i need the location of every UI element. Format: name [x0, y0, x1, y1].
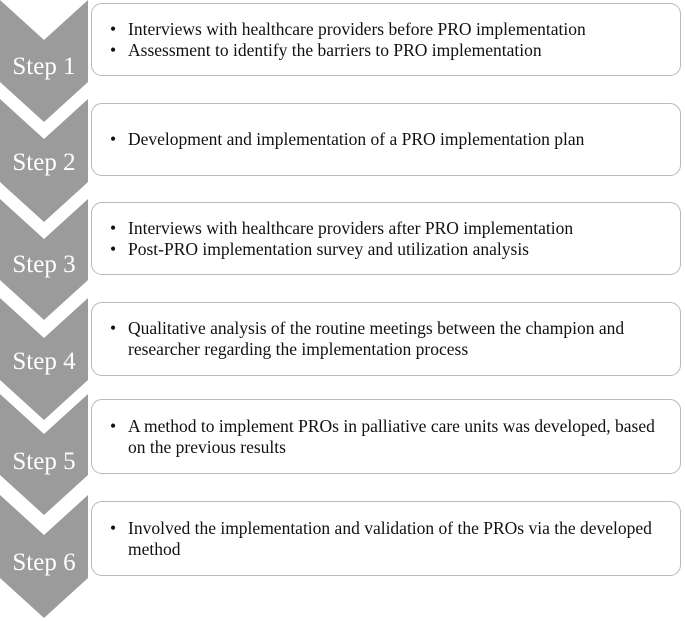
- step-5-box: [91, 399, 681, 474]
- step-6-box: [91, 501, 681, 576]
- step-6-bullet: • Involved the implementation and validation of the PROs via the developed method: [110, 518, 670, 560]
- step-6-label: Step 6: [12, 549, 76, 576]
- step-2-bullet: • Development and implementation of a PRO implementation plan: [110, 129, 670, 150]
- step-4-box: [91, 302, 681, 376]
- step-5-bullet: • A method to implement PROs in palliative care units was developed, based on the previous results: [110, 416, 670, 458]
- step-1-bullet: • Interviews with healthcare providers before PRO implementation: [110, 19, 670, 40]
- step-3-box: [91, 202, 681, 275]
- step-3-bullet: • Post-PRO implementation survey and utilization analysis: [110, 239, 670, 260]
- step-3-bullet: • Interviews with healthcare providers after PRO implementation: [110, 218, 670, 239]
- step-2-box: [91, 103, 681, 176]
- step-1-label: Step 1: [12, 53, 76, 80]
- step-4-label: Step 4: [12, 348, 76, 375]
- step-1-box: [91, 3, 681, 76]
- step-5-label: Step 5: [12, 448, 76, 475]
- step-1-bullet: • Assessment to identify the barriers to PRO implementation: [110, 40, 670, 61]
- step-3-label: Step 3: [12, 251, 76, 278]
- step-4-bullet: • Qualitative analysis of the routine meetings between the champion and researcher regarding the implementation process: [110, 318, 670, 360]
- step-2-label: Step 2: [12, 149, 76, 176]
